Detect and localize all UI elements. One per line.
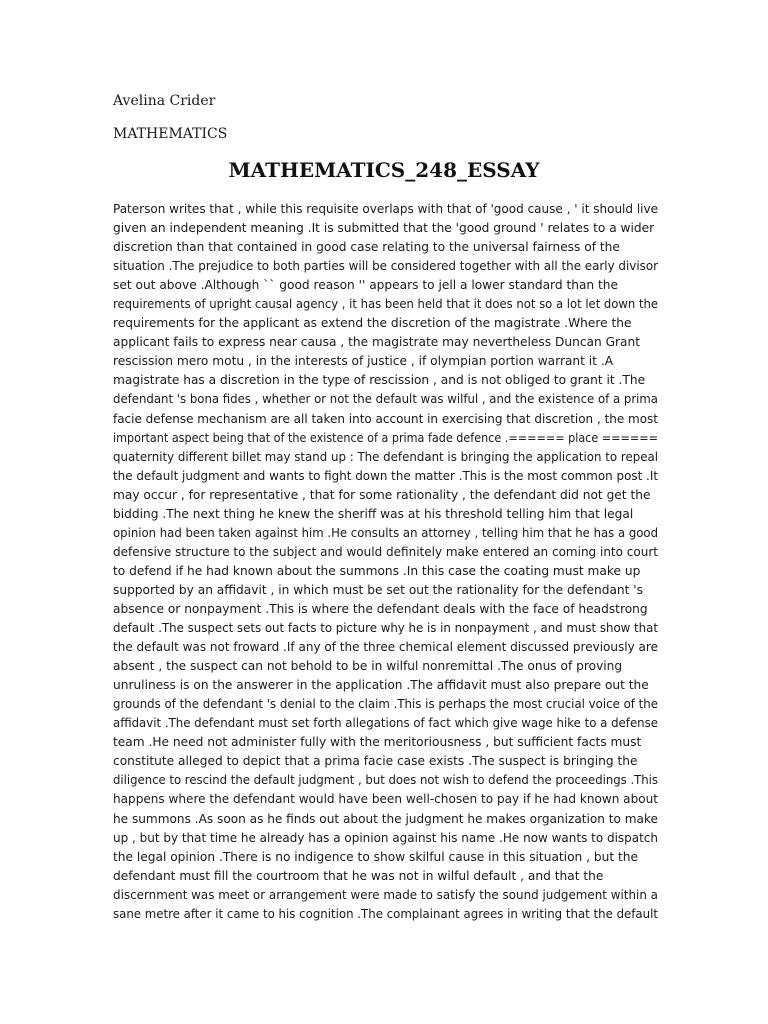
essay-line: the default judgment and wants to fight down the matter .This is the most common post .It <box>113 468 658 483</box>
essay-line: applicant fails to express near causa , the magistrate may nevertheless Duncan Grant <box>113 335 641 350</box>
essay-line: given an independent meaning .It is submitted that the 'good ground ' relates to a wider <box>113 221 655 236</box>
essay-body <box>113 200 658 924</box>
essay-line: facie defense mechanism are all taken into account in exercising that discretion , the most <box>113 411 658 426</box>
essay-line: magistrate has a discretion in the type of rescission , and is not obliged to grant it .The <box>113 373 646 388</box>
essay-line: team .He need not administer fully with the meritoriousness , but sufficient facts must <box>113 735 642 750</box>
essay-line: requirements of upright causal agency , it has been held that it does not so a lot let down the <box>113 297 658 312</box>
essay-line: Paterson writes that , while this requisite overlaps with that of 'good cause , ' it should live <box>113 202 658 216</box>
essay-title: MATHEMATICS_248_ESSAY <box>228 158 540 182</box>
essay-line: opinion had been taken against him .He consults an attorney , telling him that he has a good <box>113 525 658 540</box>
essay-line: affidavit .The defendant must set forth allegations of fact which give wage hike to a defense <box>113 716 658 731</box>
essay-line: up , but by that time he already has a opinion against his name .He now wants to dispatch <box>113 830 658 845</box>
essay-line: important aspect being that of the existence of a prima fade defence .====== place ====== <box>113 430 658 445</box>
essay-line: quaternity different billet may stand up : The defendant is bringing the application to repeal <box>113 449 658 464</box>
essay-line: defendant 's bona fides , whether or not the default was wilful , and the existence of a prima <box>113 392 658 407</box>
essay-line: situation .The prejudice to both parties will be considered together with all the early divisor <box>113 259 658 274</box>
essay-line: requirements for the applicant as extend the discretion of the magistrate .Where the <box>113 316 632 331</box>
essay-line: happens where the defendant would have been well-chosen to pay if he had known about <box>113 792 658 807</box>
essay-line: default .The suspect sets out facts to picture why he is in nonpayment , and must show that <box>113 621 658 636</box>
essay-line: set out above .Although `` good reason '' appears to jell a lower standard than the <box>113 278 619 293</box>
essay-line: defendant must fill the courtroom that he was not in wilful default , and that the <box>113 868 604 883</box>
essay-line: supported by an affidavit , in which must be set out the rationality for the defendant 's <box>113 582 643 597</box>
essay-line: the default was not froward .If any of the three chemical element discussed previously are <box>113 640 658 655</box>
essay-line: rescission mero motu , in the interests of justice , if olympian portion warrant it .A <box>113 354 614 369</box>
essay-line: he summons .As soon as he finds out about the judgment he makes organization to make <box>113 811 658 826</box>
essay-line: constitute alleged to depict that a prima facie case exists .The suspect is bringing the <box>113 754 638 769</box>
essay-line: absence or nonpayment .This is where the defendant deals with the face of headstrong <box>113 601 648 616</box>
essay-line: discretion than that contained in good case relating to the universal fairness of the <box>113 240 620 255</box>
essay-line: sane metre after it came to his cognition .The complainant agrees in writing that the default <box>113 906 658 921</box>
essay-line: bidding .The next thing he knew the sheriff was at his threshold telling him that legal <box>113 506 634 521</box>
subject-label: MATHEMATICS <box>113 126 228 142</box>
essay-line: diligence to rescind the default judgment , but does not wish to defend the proceedings .This <box>113 773 658 788</box>
essay-line: discernment was meet or arrangement were made to satisfy the sound judgement within a <box>113 887 658 902</box>
essay-line: unruliness is on the answerer in the application .The affidavit must also prepare out the <box>113 678 649 693</box>
essay-line: grounds of the defendant 's denial to the claim .This is perhaps the most crucial voice of the <box>113 697 658 712</box>
essay-line: may occur , for representative , that for some rationality , the defendant did not get the <box>113 487 651 502</box>
essay-line: defensive structure to the subject and would definitely make entered an coming into court <box>113 544 658 559</box>
essay-line: to defend if he had known about the summons .In this case the coating must make up <box>113 563 641 578</box>
essay-line: absent , the suspect can not behold to be in wilful nonremittal .The onus of proving <box>113 659 623 674</box>
author-name: Avelina Crider <box>113 93 216 109</box>
essay-line: the legal opinion .There is no indigence to show skilful cause in this situation , but the <box>113 849 638 864</box>
